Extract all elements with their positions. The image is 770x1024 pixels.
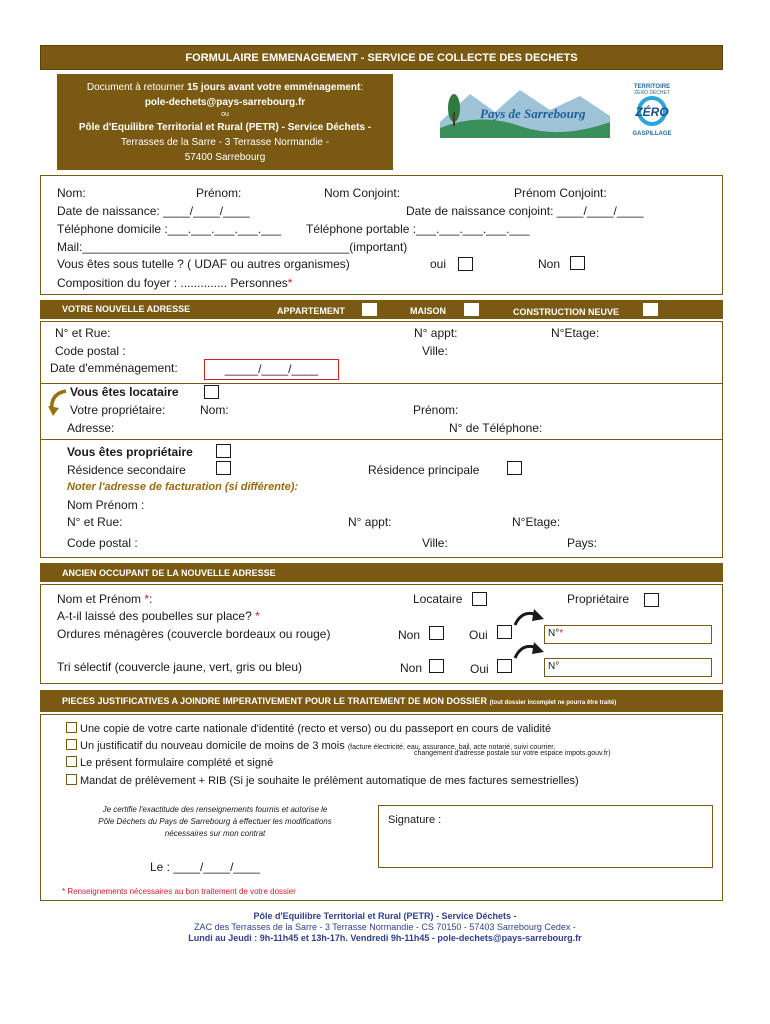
doc-id-checkbox[interactable]	[66, 722, 77, 733]
date-signature-field[interactable]: Le : ____/____/____	[150, 860, 261, 874]
tri-number-field[interactable]: N°	[544, 658, 712, 677]
header-ou: ou	[221, 111, 229, 118]
signature-label: Signature :	[388, 814, 442, 826]
prenom-label: Prénom:	[196, 186, 242, 200]
date-naissance-conjoint-field[interactable]: Date de naissance conjoint: ____/____/____	[406, 204, 644, 218]
facturation-etage-label: N°Etage:	[512, 515, 561, 529]
doc-formulaire-checkbox[interactable]	[66, 756, 77, 767]
tutelle-oui-checkbox[interactable]	[458, 257, 473, 271]
facturation-code-postal-label: Code postal :	[67, 536, 138, 550]
ordures-oui-label: Oui	[469, 628, 488, 642]
proprio-telephone-label: N° de Téléphone:	[449, 421, 543, 435]
footer-line3: Lundi au Jeudi : 9h-11h45 et 13h-17h. Vendredi 9h-11h45 - pole-dechets@pays-sarrebourg.fr	[188, 933, 582, 943]
doc-item-mandat: Mandat de prélèvement + RIB (Si je souhaite le prélèment automatique de mes factures semestrielles)	[66, 774, 579, 787]
header-info-box	[57, 74, 393, 170]
documents-title: PIECES JUSTIFICATIVES A JOINDRE IMPERATIVEMENT POUR LE TRAITEMENT DE MON DOSSIER (tout dossier incomplet ne pourra être traité)	[62, 696, 617, 706]
facturation-pays-label: Pays:	[567, 536, 598, 550]
tri-non-checkbox[interactable]	[429, 659, 444, 673]
maison-label: MAISON	[410, 306, 446, 316]
code-postal-label: Code postal :	[55, 344, 126, 358]
ordures-non-label: Non	[398, 628, 421, 642]
svg-text:ZÉRO: ZÉRO	[635, 105, 669, 119]
divider-locataire	[40, 383, 723, 384]
proprietaire-label: Votre propriétaire:	[70, 403, 166, 417]
tutelle-non-checkbox[interactable]	[570, 256, 585, 270]
curved-arrow-icon	[48, 388, 70, 423]
new-address-title: VOTRE NOUVELLE ADRESSE	[62, 304, 191, 314]
zero-dechet-logo: TERRITOIRE ZÉRO DÉCHET ZÉRO GASPILLAGE	[625, 84, 679, 146]
ancien-locataire-label: Locataire	[413, 592, 463, 606]
ville-label: Ville:	[422, 344, 448, 358]
tri-label: Tri sélectif (couvercle jaune, vert, gris ou bleu)	[57, 660, 302, 674]
etage-label: N°Etage:	[551, 326, 600, 340]
tri-oui-checkbox[interactable]	[497, 659, 512, 673]
facturation-appt-label: N° appt:	[348, 515, 392, 529]
proprietaire-title: Vous êtes propriétaire	[67, 445, 193, 459]
tri-non-label: Non	[400, 661, 423, 675]
residence-principale-label: Résidence principale	[368, 463, 480, 477]
ancien-nom-prenom-label: Nom et Prénom *:	[57, 592, 153, 606]
rue-label: N° et Rue:	[55, 326, 111, 340]
header-email: pole-dechets@pays-sarrebourg.fr	[144, 97, 306, 108]
ordures-number-field[interactable]: N°*	[544, 625, 712, 644]
zero-logo-mark-icon	[629, 96, 675, 126]
mail-field[interactable]: Mail:________________________________________(important)	[57, 240, 408, 254]
pays-logo-text: Pays de Sarrebourg	[480, 106, 586, 121]
composition-field[interactable]: Composition du foyer : .............. Personnes*	[57, 276, 293, 290]
residence-secondaire-checkbox[interactable]	[216, 461, 231, 475]
proprio-adresse-label: Adresse:	[67, 421, 115, 435]
construction-label: CONSTRUCTION NEUVE	[513, 307, 620, 317]
tutelle-question: Vous êtes sous tutelle ? ( UDAF ou autres organismes)	[57, 257, 350, 271]
appartement-label: APPARTEMENT	[277, 306, 345, 316]
tri-oui-label: Oui	[470, 662, 489, 676]
date-emmenagement-label: Date d'emménagement:	[50, 361, 178, 375]
nom-label: Nom:	[57, 186, 86, 200]
header-address2: 57400 Sarrebourg	[184, 152, 266, 163]
footer-line2: ZAC des Terrasses de la Sarre - 3 Terrasse Normandie - CS 70150 - 57403 Sarrebourg Cedex -	[194, 922, 576, 932]
ordures-oui-checkbox[interactable]	[497, 625, 512, 639]
doc-domicile-note2: changement d'adresse postale sur votre espace impots.gouv.fr)	[414, 750, 611, 757]
locataire-title: Vous êtes locataire	[70, 385, 179, 399]
ancien-proprietaire-label: Propriétaire	[567, 592, 630, 606]
form-title: FORMULAIRE EMMENAGEMENT - SERVICE DE COLLECTE DES DECHETS	[185, 52, 578, 64]
certification-text: Je certifie l'exactitude des renseignements fournis et autorise le Pôle Déchets du Pays de Sarrebourg à effectuer les modifications nécessaires sur mon contrat	[98, 805, 332, 838]
tutelle-oui-label: oui	[430, 257, 447, 271]
poubelles-question: A-t-il laissé des poubelles sur place? *	[57, 609, 260, 623]
appt-label: N° appt:	[414, 326, 458, 340]
ancien-locataire-checkbox[interactable]	[472, 592, 487, 606]
doc-item-id: Une copie de votre carte nationale d'identité (recto et verso) ou du passeport en cours de validité	[66, 722, 551, 735]
form-title-bar	[40, 45, 723, 70]
doc-item-formulaire: Le présent formulaire complété et signé	[66, 756, 273, 769]
proprietaire-checkbox[interactable]	[216, 444, 231, 458]
facturation-rue-label: N° et Rue:	[67, 515, 123, 529]
header-address1: Terrasses de la Sarre - 3 Terrasse Normandie -	[120, 137, 330, 148]
construction-checkbox[interactable]	[643, 303, 658, 316]
prenom-conjoint-label: Prénom Conjoint:	[514, 186, 607, 200]
facturation-ville-label: Ville:	[422, 536, 448, 550]
locataire-checkbox[interactable]	[204, 385, 219, 399]
date-emmenagement-field[interactable]: _____/____/____	[204, 359, 339, 380]
footnote: * Renseignements nécessaires au bon traitement de votre dossier	[62, 887, 296, 896]
divider-proprietaire	[40, 439, 723, 440]
tel-domicile-field[interactable]: Téléphone domicile :___.___.___.___.___	[57, 222, 282, 236]
former-occupant-title: ANCIEN OCCUPANT DE LA NOUVELLE ADRESSE	[62, 568, 276, 578]
nom-conjoint-label: Nom Conjoint:	[324, 186, 401, 200]
tutelle-non-label: Non	[538, 257, 561, 271]
footer-line1: Pôle d'Equilibre Territorial et Rural (PETR) - Service Déchets -	[253, 911, 517, 921]
header-line1: Document à retourner 15 jours avant votre emménagement:	[86, 82, 364, 93]
tri-arrow-icon	[512, 640, 548, 669]
ancien-proprietaire-checkbox[interactable]	[644, 593, 659, 607]
facturation-nom-prenom-label: Nom Prénom :	[67, 498, 145, 512]
residence-principale-checkbox[interactable]	[507, 461, 522, 475]
appartement-checkbox[interactable]	[362, 303, 377, 316]
proprio-nom-label: Nom:	[200, 403, 229, 417]
doc-domicile-checkbox[interactable]	[66, 739, 77, 750]
doc-mandat-checkbox[interactable]	[66, 774, 77, 785]
ordures-label: Ordures ménagères (couvercle bordeaux ou rouge)	[57, 627, 331, 641]
pays-sarrebourg-logo	[440, 82, 610, 138]
date-naissance-field[interactable]: Date de naissance: ____/____/____	[57, 204, 250, 218]
ordures-non-checkbox[interactable]	[429, 626, 444, 640]
tel-portable-field[interactable]: Téléphone portable :___.___.___.___.___	[306, 222, 530, 236]
ordures-arrow-icon	[512, 607, 548, 636]
maison-checkbox[interactable]	[464, 303, 479, 316]
doc-item-domicile: Un justificatif du nouveau domicile de moins de 3 mois (facture électricité, eau, assurance, bail, acte notarié, suivi courrier,	[66, 739, 555, 752]
facturation-note: Noter l'adresse de facturation (si différente):	[67, 481, 299, 493]
residence-secondaire-label: Résidence secondaire	[67, 463, 186, 477]
proprio-prenom-label: Prénom:	[413, 403, 459, 417]
header-org: Pôle d'Equilibre Territorial et Rural (PETR) - Service Déchets -	[78, 122, 372, 133]
